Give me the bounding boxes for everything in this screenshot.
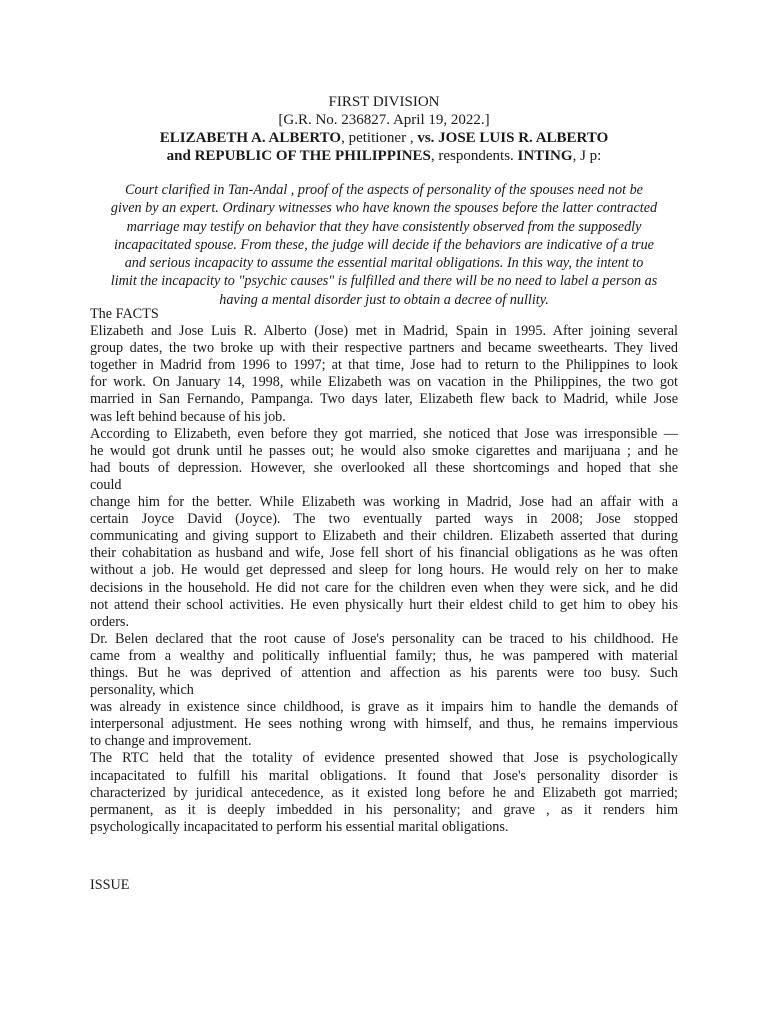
- petitioner-name: ELIZABETH A. ALBERTO: [159, 130, 342, 146]
- body-line: personality, which: [90, 682, 194, 699]
- body-line: interpersonal adjustment. He sees nothing wrong with himself, and thus, he remains impervious: [90, 716, 678, 733]
- case-number: [G.R. No. 236827. April 19, 2022.]: [278, 112, 490, 128]
- body-line: for work. On January 14, 1998, while Elizabeth was on vacation in the Philippines, the two got: [90, 374, 678, 391]
- body-line: Elizabeth and Jose Luis R. Alberto (Jose) met in Madrid, Spain in 1995. After joining several: [90, 323, 678, 340]
- body-line: According to Elizabeth, even before they got married, she noticed that Jose was irresponsible —: [90, 425, 678, 442]
- body-line: things. But he was deprived of attention and affection as his parents were too busy. Such: [90, 664, 678, 681]
- respondent-role: , respondents.: [430, 148, 518, 164]
- body-line: change him for the better. While Elizabeth was working in Madrid, Jose had an affair with a: [90, 494, 678, 511]
- summary-line: incapacitated spouse. From these, the judge will decide if the behaviors are indicative of a true: [114, 236, 654, 253]
- summary-line: given by an expert. Ordinary witnesses who have known the spouses before the latter contracted: [110, 200, 658, 217]
- body-line: Dr. Belen declared that the root cause of Jose's personality can be traced to his childhood. He: [90, 630, 678, 647]
- body-line: communicating and giving support to Elizabeth and their children. Elizabeth asserted that during: [90, 528, 678, 545]
- summary-line: Court clarified in Tan-Andal , proof of the aspects of personality of the spouses need not be: [125, 182, 643, 198]
- body-line: together in Madrid from 1996 to 1997; at that time, Jose had to return to the Philippines to look: [90, 357, 678, 374]
- summary-line: and serious incapacity to assume the essential marital obligations. In this way, the intent to: [124, 255, 644, 272]
- summary-line: having a mental disorder just to obtain a decree of nullity.: [219, 291, 549, 308]
- summary-line: marriage may testify on behavior that they have consistently observed from the supposedly: [126, 218, 642, 235]
- body-line: incapacitated to fulfill his marital obligations. It found that Jose's personality disorder is: [90, 767, 678, 784]
- body-line: came from a wealthy and politically influential family; thus, he was pampered with material: [90, 647, 678, 664]
- respondent-name: and REPUBLIC OF THE PHILIPPINES: [166, 148, 431, 164]
- body-line: had bouts of depression. However, she overlooked all these shortcomings and hoped that she: [90, 459, 678, 476]
- parties-line-1: [90, 129, 678, 147]
- body-line: their cohabitation as husband and wife, Jose fell short of his financial obligations as he was often: [90, 545, 678, 562]
- body-line: characterized by juridical antecedence, as it existed long before he and Elizabeth got married;: [90, 784, 678, 801]
- issue-heading: ISSUE: [90, 877, 130, 893]
- body-line: to change and improvement.: [90, 733, 252, 750]
- body-line: permanent, as it is deeply imbedded in his personality; and grave , as it renders him: [90, 801, 678, 818]
- facts-section: [90, 306, 678, 836]
- body-line: decisions in the household. He did not care for the children even when they were sick, and he did: [90, 579, 678, 596]
- respondent-first-name: vs. JOSE LUIS R. ALBERTO: [417, 130, 609, 146]
- facts-heading: The FACTS: [90, 306, 159, 322]
- body-line: psychologically incapacitated to perform his essential marital obligations.: [90, 818, 509, 835]
- body-line: could: [90, 476, 122, 493]
- body-line: not attend their school activities. He even physically hurt their eldest child to get him to obey his: [90, 596, 678, 613]
- body-line: certain Joyce David (Joyce). The two eventually parted ways in 2008; Jose stopped: [90, 511, 678, 528]
- case-summary: [88, 181, 680, 309]
- petitioner-role: , petitioner ,: [341, 130, 418, 146]
- division-heading: FIRST DIVISION: [328, 94, 440, 110]
- body-line: orders.: [90, 613, 130, 630]
- summary-line: limit the incapacity to "psychic causes" is fulfilled and there will be no need to label a person as: [110, 273, 658, 290]
- ponente-name: INTING: [517, 148, 573, 164]
- body-line: was left behind because of his job.: [90, 408, 286, 425]
- body-line: without a job. He would get depressed and sleep for long hours. He would rely on her to make: [90, 562, 678, 579]
- body-line: married in San Fernando, Pampanga. Two days later, Elizabeth flew back to Madrid, while Jose: [90, 391, 678, 408]
- parties-line-2: [90, 147, 678, 165]
- body-line: group dates, the two broke up with their respective partners and became sweethearts. They lived: [90, 340, 678, 357]
- ponente-suffix: , J p:: [572, 148, 602, 164]
- body-line: was already in existence since childhood, is grave as it impairs him to handle the demands of: [90, 699, 678, 716]
- body-line: he would got drunk until he passes out; he would also smoke cigarettes and marijuana ; and he: [90, 442, 678, 459]
- case-header: [90, 93, 678, 165]
- body-line: The RTC held that the totality of evidence presented showed that Jose is psychologically: [90, 750, 678, 767]
